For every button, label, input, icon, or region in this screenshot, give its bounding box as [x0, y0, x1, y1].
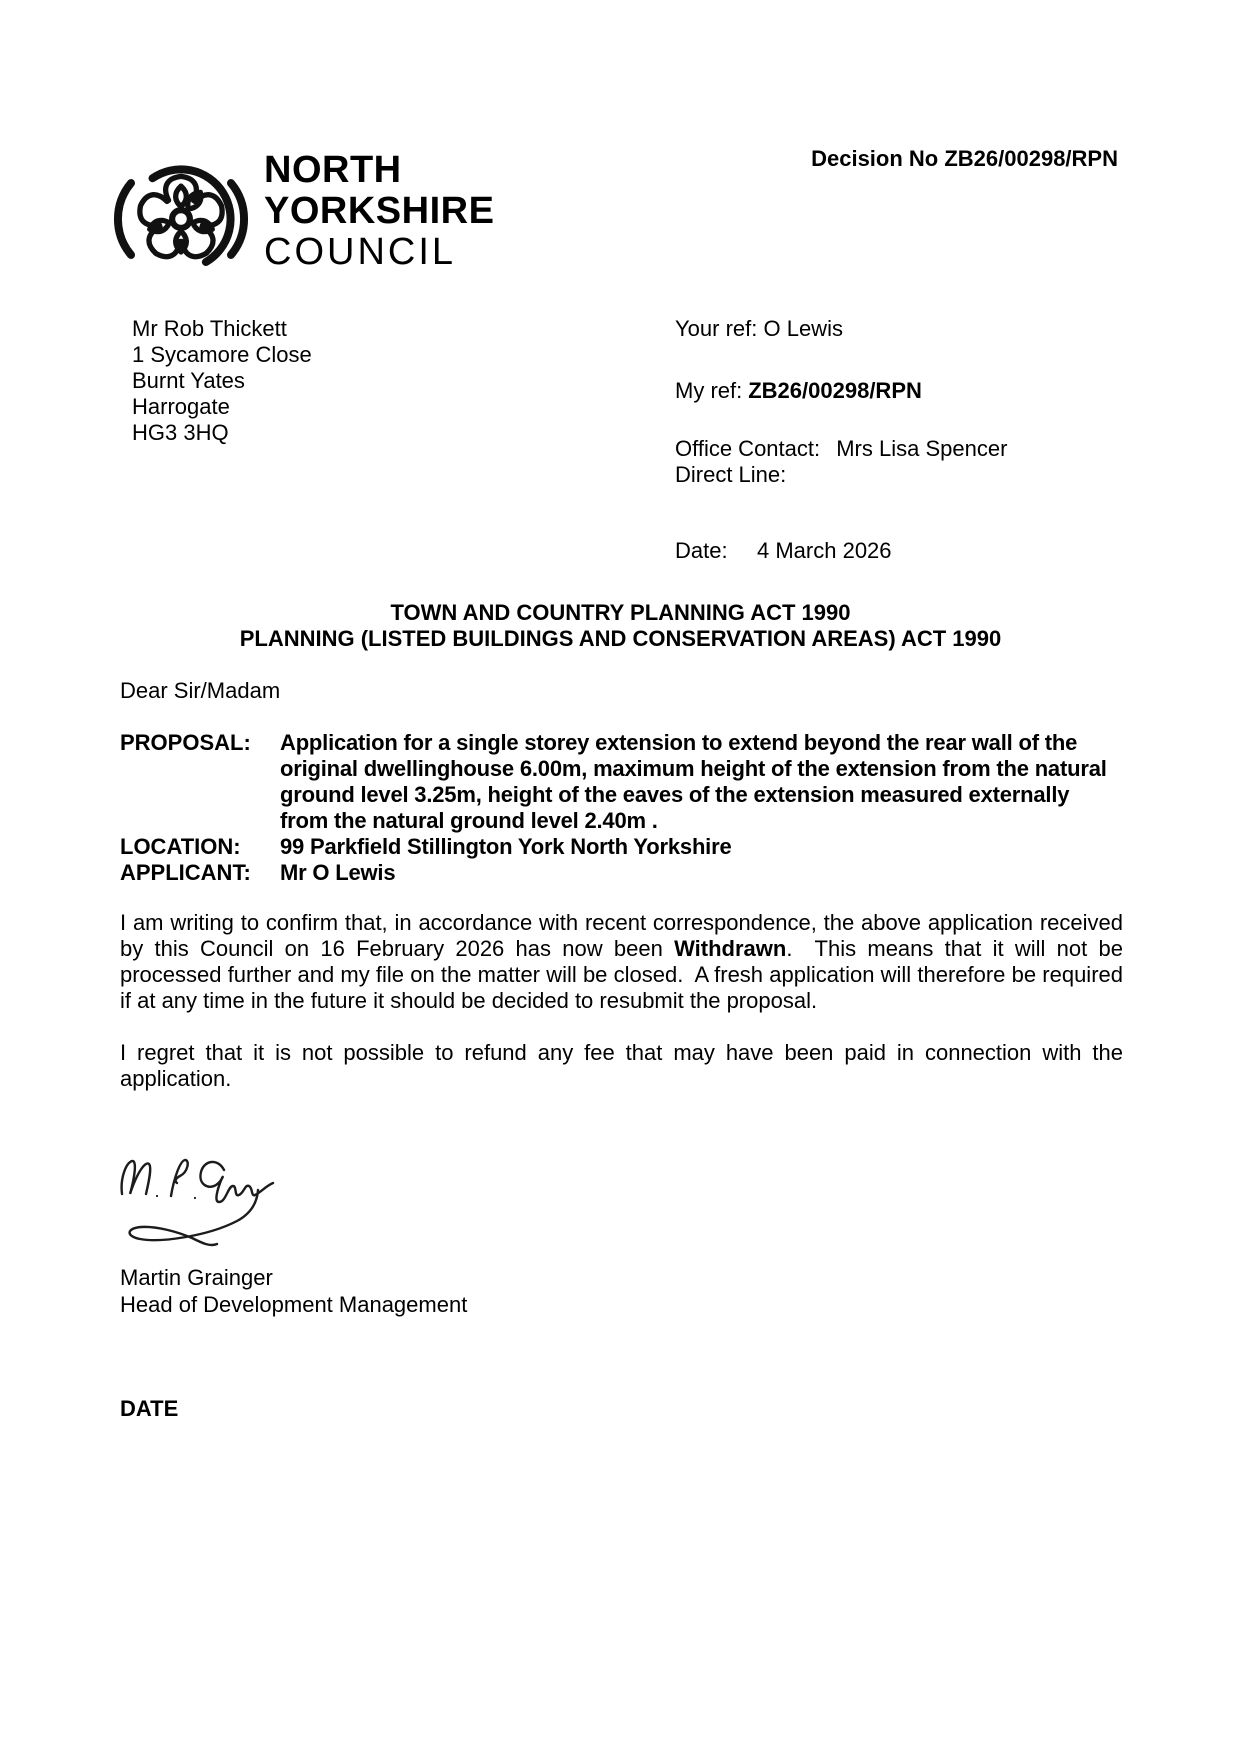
date-heading: DATE	[120, 1396, 179, 1421]
applicant-value: Mr O Lewis	[280, 860, 396, 885]
your-ref-value: O Lewis	[763, 316, 843, 341]
proposal-row	[120, 730, 1123, 834]
yorkshire-rose-icon	[110, 148, 252, 290]
date-value: 4 March 2026	[757, 538, 892, 563]
location-row	[120, 834, 1123, 860]
council-wordmark	[264, 150, 494, 273]
my-ref-label: My ref:	[675, 378, 743, 403]
recipient-address	[132, 316, 312, 446]
direct-line-label: Direct Line:	[675, 462, 787, 487]
direct-line-row	[675, 462, 1007, 488]
recipient-postcode: HG3 3HQ	[132, 420, 229, 445]
my-ref-value: ZB26/00298/RPN	[748, 378, 922, 403]
office-contact-row	[675, 436, 1007, 462]
date-label: Date:	[675, 538, 728, 563]
wordmark-yorkshire: YORKSHIRE	[264, 190, 495, 232]
signature-image	[116, 1148, 302, 1266]
recipient-village: Burnt Yates	[132, 368, 245, 393]
recipient-name: Mr Rob Thickett	[132, 316, 287, 341]
signatory-title: Head of Development Management	[120, 1292, 468, 1317]
proposal-label: PROPOSAL:	[120, 730, 251, 755]
my-ref-row	[675, 378, 1007, 404]
council-logo	[110, 148, 494, 290]
para1-before: I am writing to confirm that, in accordance with recent correspondence, the above application received by this Council on 16 February 2026 has now been	[120, 910, 1130, 961]
recipient-street: 1 Sycamore Close	[132, 342, 312, 367]
signatory-block	[120, 1264, 467, 1318]
application-details	[120, 730, 1123, 886]
salutation: Dear Sir/Madam	[120, 678, 281, 703]
location-label: LOCATION:	[120, 834, 241, 859]
your-ref-row	[675, 316, 1007, 342]
applicant-label: APPLICANT:	[120, 860, 251, 885]
date-row	[675, 538, 1007, 564]
para1-withdrawn: Withdrawn	[674, 936, 787, 961]
act-heading-2: PLANNING (LISTED BUILDINGS AND CONSERVATION AREAS) ACT 1990	[239, 626, 1002, 651]
office-contact-value: Mrs Lisa Spencer	[836, 436, 1008, 461]
decision-number: Decision No ZB26/00298/RPN	[811, 146, 1118, 171]
act-headings	[0, 600, 1241, 652]
body-paragraph-2: I regret that it is not possible to refund any fee that may have been paid in connection with the application.	[120, 1040, 1130, 1091]
wordmark-council: COUNCIL	[264, 231, 457, 273]
signatory-name: Martin Grainger	[120, 1265, 273, 1290]
recipient-town: Harrogate	[132, 394, 230, 419]
office-contact-label: Office Contact:	[675, 436, 827, 461]
reference-block	[675, 316, 1007, 564]
your-ref-label: Your ref:	[675, 316, 758, 341]
body-paragraph-1	[120, 910, 1130, 1014]
applicant-row	[120, 860, 1123, 886]
wordmark-north: NORTH	[264, 149, 402, 191]
act-heading-1: TOWN AND COUNTRY PLANNING ACT 1990	[390, 600, 851, 625]
proposal-value: Application for a single storey extension to extend beyond the rear wall of the original dwellinghouse 6.00m, maximum height of the extension from the natural ground level 3.25m, height of the eaves of the extension measured externally from the natural ground level 2.40m .	[280, 730, 1107, 833]
para1-after: . This means that it will not be processed further and my file on the matter will be closed. A fresh application will therefore be required if at any time in the future it should be decided to resubmit the proposal.	[120, 936, 1130, 1013]
location-value: 99 Parkfield Stillington York North Yorkshire	[280, 834, 732, 859]
